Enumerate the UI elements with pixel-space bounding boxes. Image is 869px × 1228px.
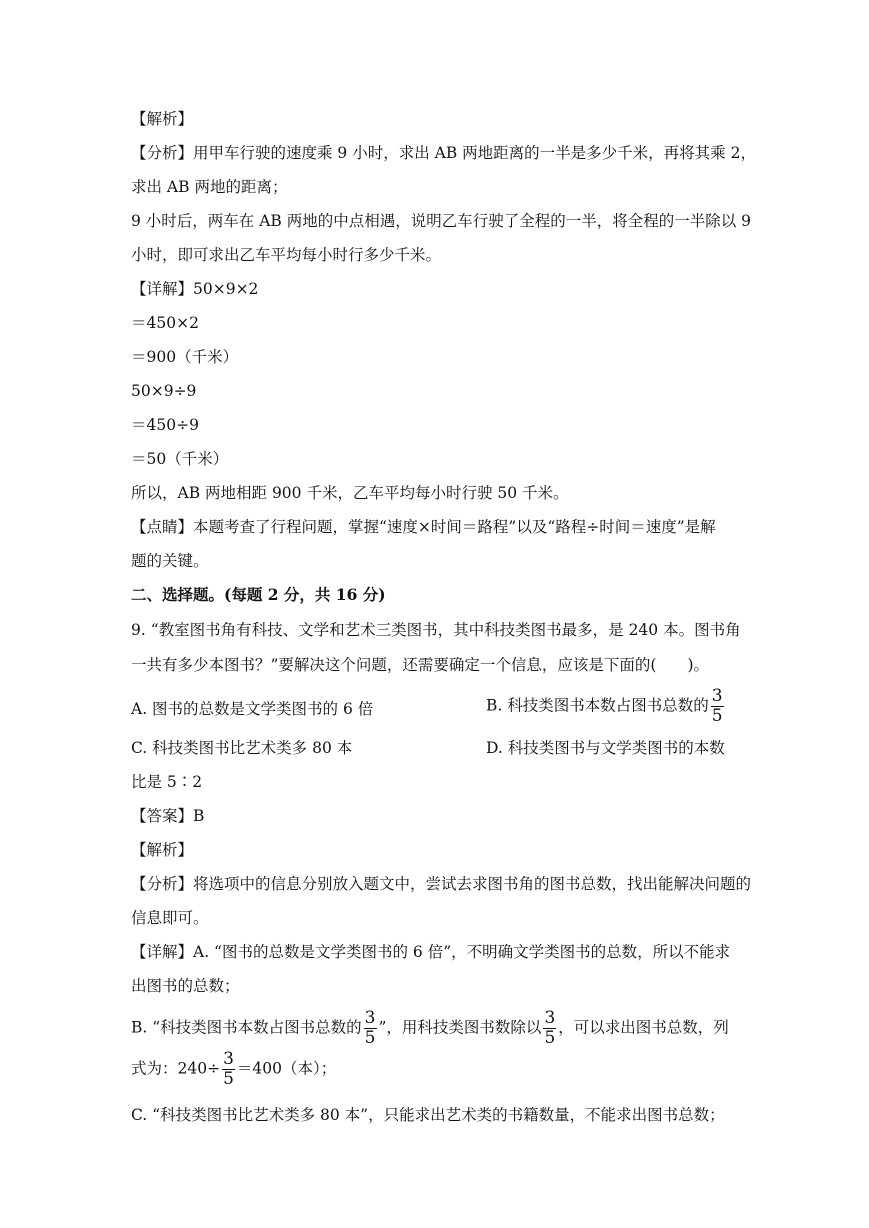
fraction-three-fifths: [364, 1009, 377, 1048]
jiexi-heading: 【解析】: [131, 110, 194, 128]
detail-b-text-3: ，可以求出图书总数，列: [558, 1018, 729, 1037]
fraction-denominator: 5: [711, 706, 723, 726]
analysis-2-line-2: 信息即可。: [131, 909, 209, 927]
fraction-denominator: 5: [223, 1069, 234, 1089]
fraction-denominator: 5: [544, 1028, 556, 1048]
analysis-line-2: 求出 AB 两地的距离；: [131, 178, 288, 196]
comment-line-2: 题的关键。: [131, 552, 209, 570]
option-b-text: B. 科技类图书本数占图书总数的: [486, 696, 709, 715]
fraction-numerator: 3: [223, 1049, 234, 1069]
fraction-numerator: 3: [544, 1008, 556, 1028]
conclusion-line: 所以，AB 两地相距 900 千米，乙车平均每小时行驶 50 千米。: [131, 484, 569, 502]
analysis-line-1: 【分析】用甲车行驶的速度乘 9 小时，求出 AB 两地距离的一半是多少千米，再将其乘 2，: [131, 144, 756, 162]
fraction-numerator: 3: [364, 1008, 376, 1028]
question-9-line-2: 一共有多少本图书？”要解决这个问题，还需要确定一个信息，应该是下面的( )。: [131, 656, 710, 674]
section-title: 二、选择题。(每题 2 分，共 16 分): [131, 585, 386, 604]
detail-c-line: C. “科技类图书比艺术类多 80 本”，只能求出艺术类的书籍数量，不能求出图书总数；: [131, 1106, 725, 1124]
option-d-continued: 比是 5∶2: [131, 773, 203, 791]
detail-line-1: 【详解】50×9×2: [131, 280, 259, 298]
detail-line-2: ＝450×2: [131, 314, 199, 332]
option-b: [486, 687, 726, 726]
jiexi-heading-2: 【解析】: [131, 841, 194, 859]
answer-line: 【答案】B: [131, 807, 205, 825]
fraction-numerator: 3: [711, 686, 723, 706]
option-d: D. 科技类图书与文学类图书的本数: [486, 739, 725, 757]
option-a: A. 图书的总数是文学类图书的 6 倍: [131, 700, 374, 718]
detail-b-line-2: [131, 1050, 336, 1089]
detail-b-formula-end: ＝400（本）；: [236, 1059, 337, 1078]
analysis-line-4: 小时，即可求出乙车平均每小时行多少千米。: [131, 246, 442, 264]
detail-line-3: ＝900（千米）: [131, 348, 239, 366]
analysis-line-3: 9 小时后，两车在 AB 两地的中点相遇，说明乙车行驶了全程的一半，将全程的一半除以 9: [131, 212, 752, 230]
detail-line-6: ＝50（千米）: [131, 450, 229, 468]
detail-b-formula-start: 式为：240÷: [131, 1059, 221, 1078]
detail-line-5: ＝450÷9: [131, 416, 199, 434]
fraction-denominator: 5: [364, 1028, 376, 1048]
comment-line-1: 【点睛】本题考查了行程问题，掌握“速度×时间＝路程”以及“路程÷时间＝速度”是解: [131, 518, 716, 536]
detail-b-line-1: [131, 1009, 729, 1048]
detail-2-line-2: 出图书的总数；: [131, 977, 240, 995]
option-c: C. 科技类图书比艺术类多 80 本: [131, 739, 353, 757]
detail-line-4: 50×9÷9: [131, 382, 197, 400]
question-9-line-1: 9. “教室图书角有科技、文学和艺术三类图书，其中科技类图书最多，是 240 本。图书角: [131, 621, 741, 639]
detail-2-line-1: 【详解】A. “图书的总数是文学类图书的 6 倍”，不明确文学类图书的总数，所以不能求: [131, 943, 731, 961]
fraction-three-fifths: [222, 1050, 235, 1089]
detail-b-text-1: B. “科技类图书本数占图书总数的: [131, 1018, 362, 1037]
analysis-2-line-1: 【分析】将选项中的信息分别放入题文中，尝试去求图书角的图书总数，找出能解决问题的: [131, 875, 752, 893]
detail-b-text-2: ”，用科技类图书数除以: [378, 1018, 542, 1037]
fraction-three-fifths: [711, 687, 724, 726]
fraction-three-fifths: [543, 1009, 556, 1048]
